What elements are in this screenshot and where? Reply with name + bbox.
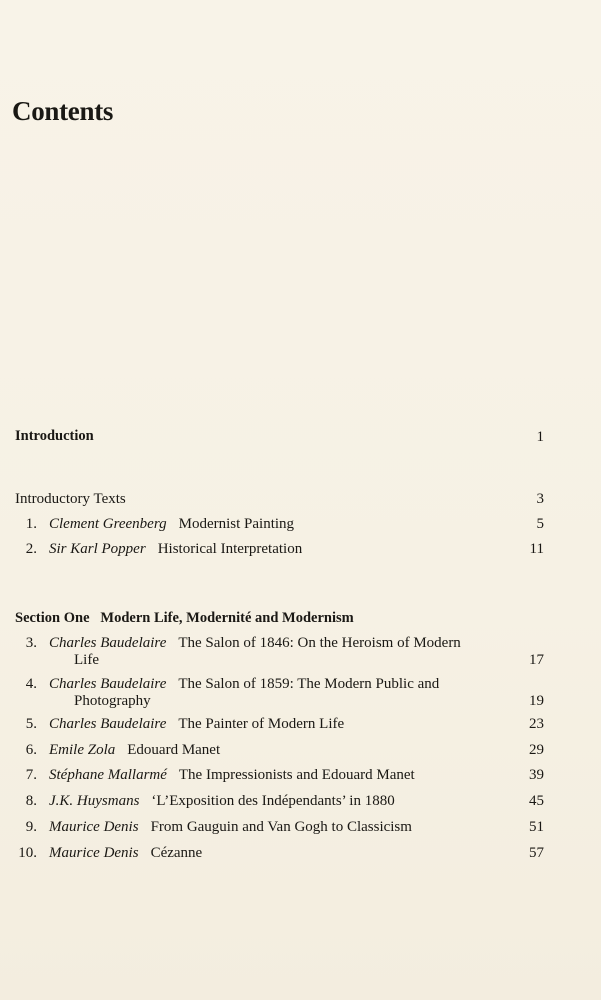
entry-author: Maurice Denis (49, 819, 139, 835)
entry-page-number: 45 (529, 793, 544, 809)
entry-title: Cézanne (150, 845, 203, 861)
entry-page-number: 29 (529, 742, 544, 758)
entry-number: 10. (18, 845, 37, 861)
entry-number: 2. (25, 541, 37, 557)
entry-number: 6. (25, 742, 37, 758)
introduction-heading: Introduction (15, 428, 94, 444)
entry-author: Maurice Denis (49, 845, 139, 861)
entry-number: 1. (25, 516, 37, 532)
entry-title: Historical Interpretation (157, 541, 303, 557)
introductory-texts-heading: Introductory Texts (15, 491, 126, 507)
entry-number: 8. (25, 793, 37, 809)
entry-page-number: 51 (529, 819, 544, 835)
entry-title: Edouard Manet (127, 742, 221, 758)
entry-page-number: 5 (536, 516, 544, 532)
entry-title: The Painter of Modern Life (178, 716, 345, 732)
entry-title: The Salon of 1859: The Modern Public and (178, 676, 440, 692)
entry-author: Emile Zola (49, 742, 116, 758)
entry-page-number: 57 (529, 845, 544, 861)
entry-page-number: 39 (529, 767, 544, 783)
entry-page-number: 11 (529, 541, 544, 557)
entry-number: 9. (25, 819, 37, 835)
entry-number: 5. (25, 716, 37, 732)
page-title: Contents (12, 96, 114, 126)
entry-number: 4. (25, 676, 37, 692)
entry-number: 3. (25, 635, 37, 651)
entry-title: Modernist Painting (178, 516, 295, 532)
entry-author: Stéphane Mallarmé (49, 767, 167, 783)
entry-author: Charles Baudelaire (49, 716, 167, 732)
entry-title-continuation: Photography (74, 693, 151, 709)
section-one-heading: Section One Modern Life, Modernité and Modernism (15, 610, 354, 626)
entry-title: ‘L’Exposition des Indépendants’ in 1880 (151, 793, 395, 809)
entry-author: Clement Greenberg (49, 516, 167, 532)
entry-page-number: 17 (529, 652, 544, 668)
entry-title: From Gauguin and Van Gogh to Classicism (150, 819, 412, 835)
entry-author: Charles Baudelaire (49, 676, 167, 692)
entry-page-number: 23 (529, 716, 544, 732)
entry-title: The Impressionists and Edouard Manet (178, 767, 415, 783)
entry-author: J.K. Huysmans (49, 793, 140, 809)
entry-title-continuation: Life (74, 652, 99, 668)
introductory-texts-page-number: 3 (536, 491, 544, 507)
entry-page-number: 19 (529, 693, 544, 709)
introduction-page-number: 1 (536, 429, 544, 445)
entry-author: Charles Baudelaire (49, 635, 167, 651)
entry-author: Sir Karl Popper (49, 541, 146, 557)
entry-number: 7. (25, 767, 37, 783)
entry-title: The Salon of 1846: On the Heroism of Modern (178, 635, 461, 651)
